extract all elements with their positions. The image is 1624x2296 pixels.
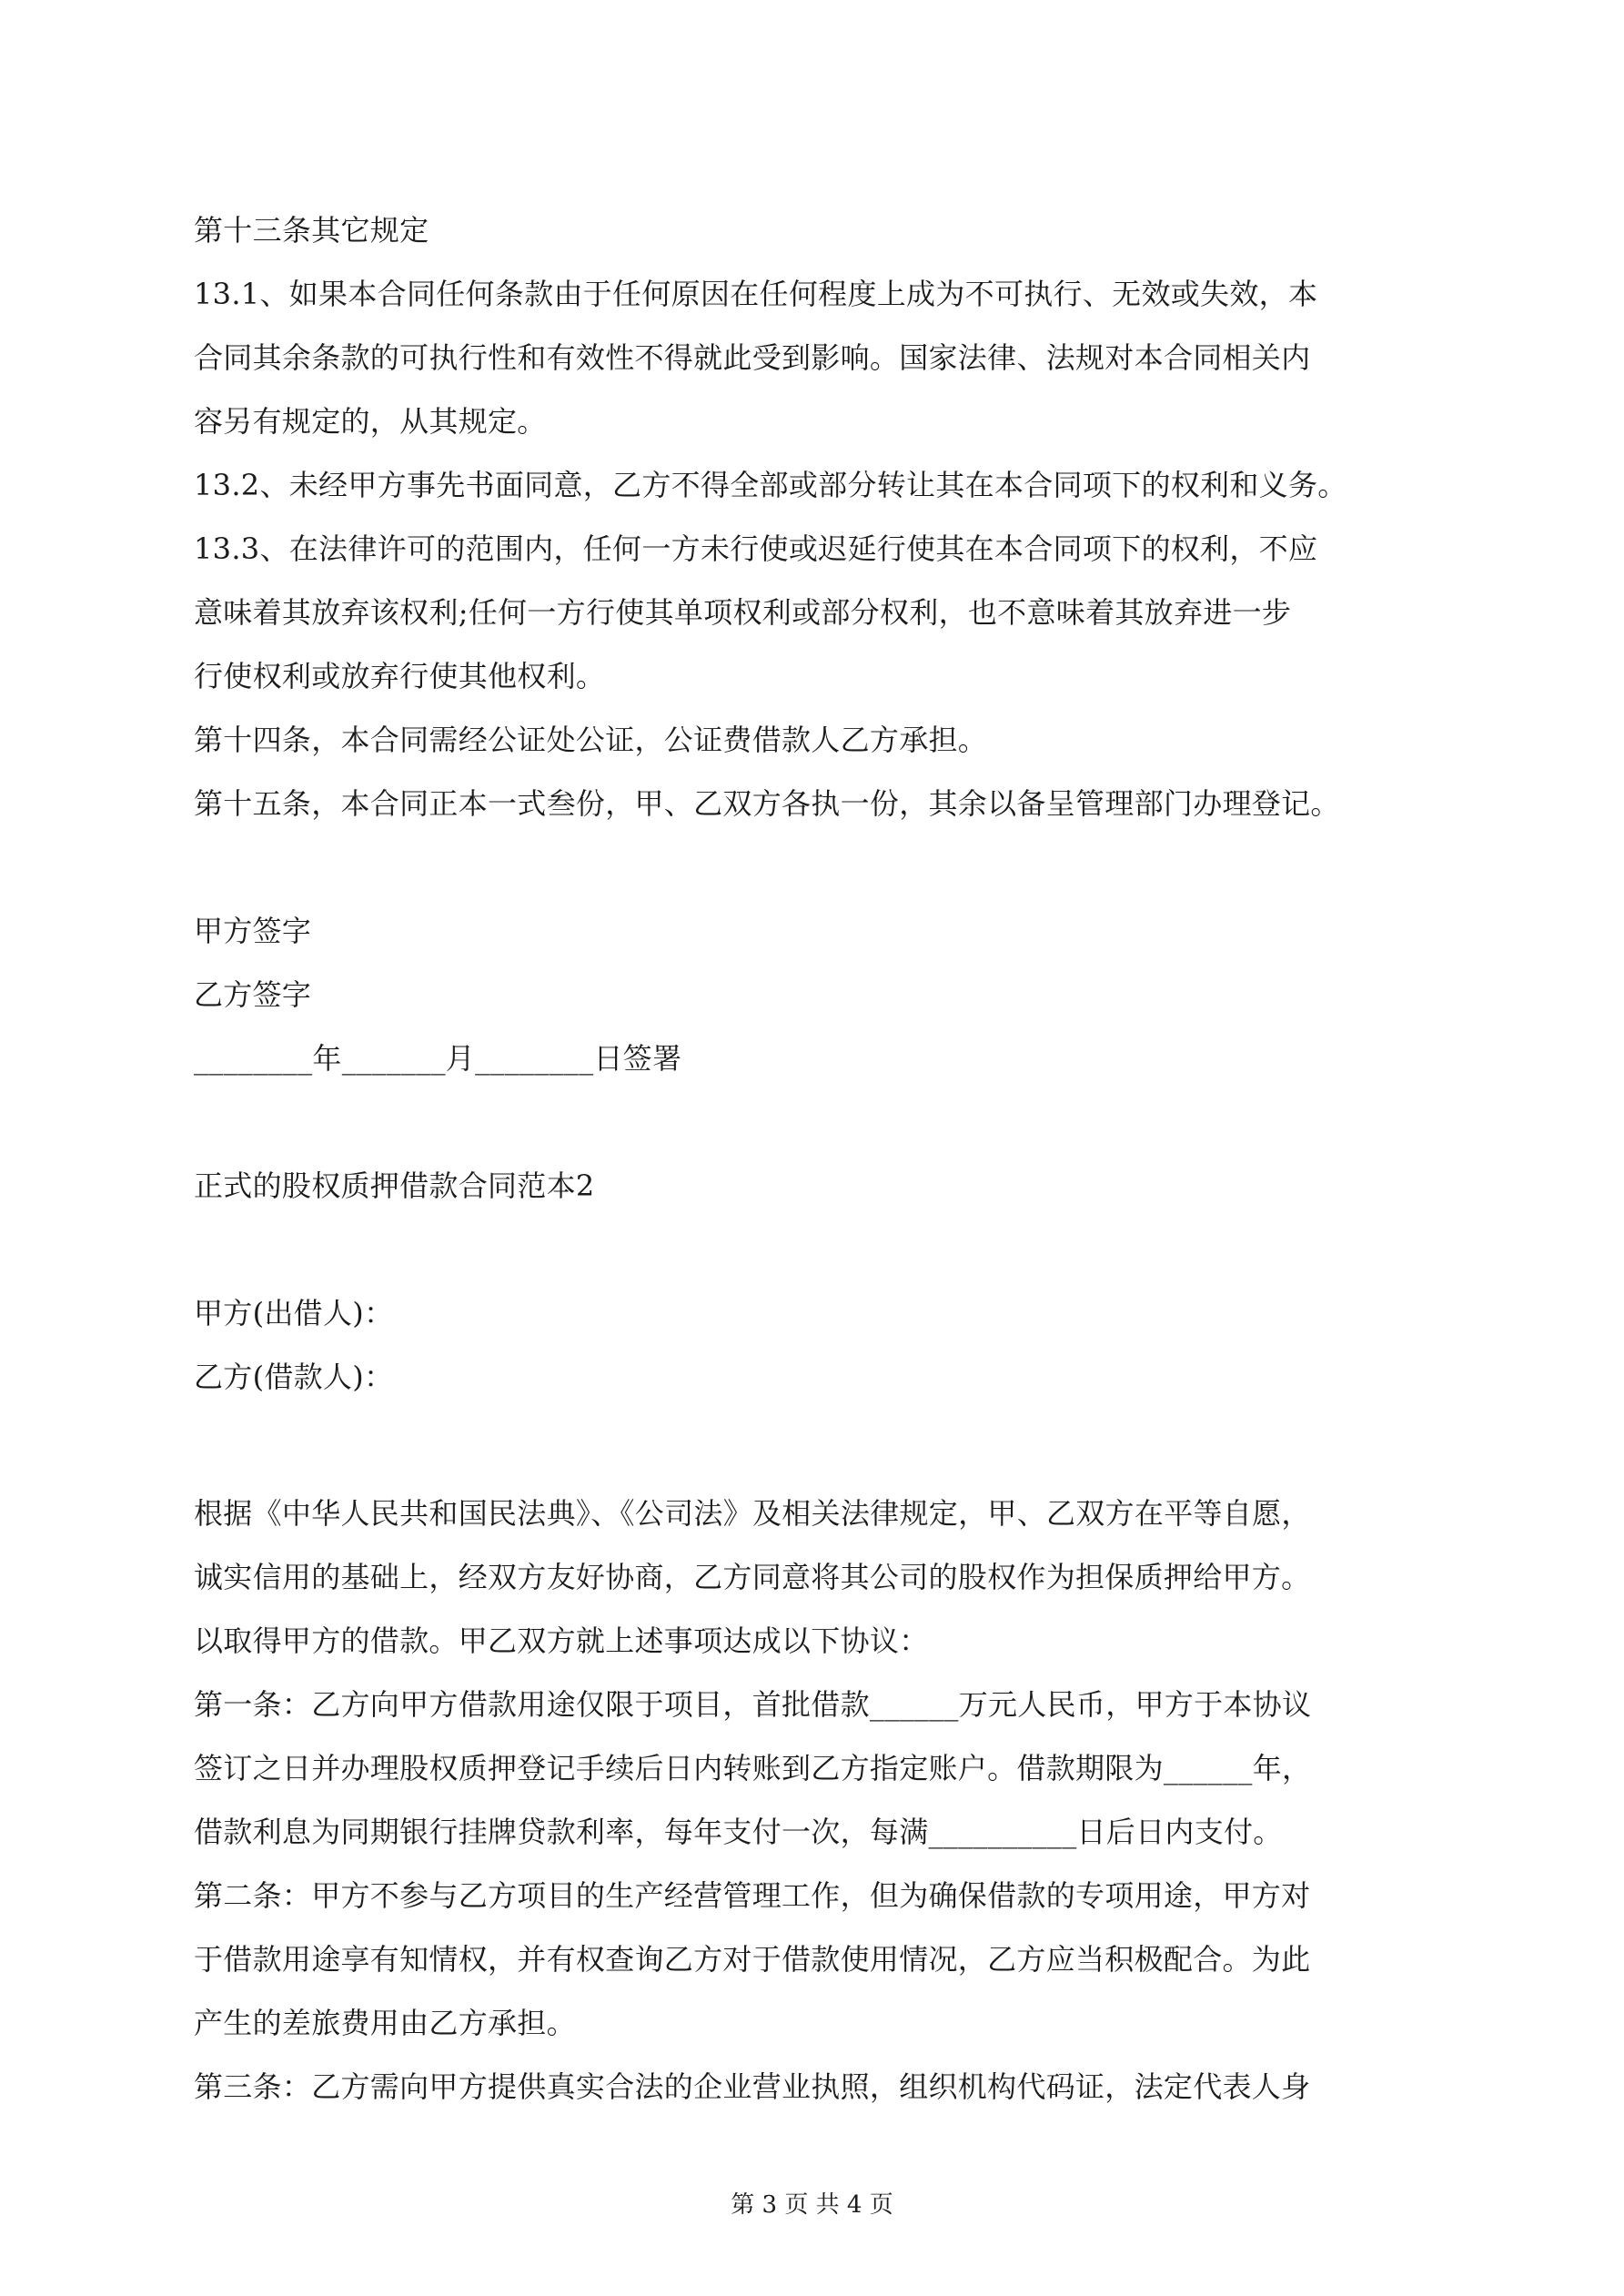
signing-date: ________年_______月________日签署 [194,1041,682,1076]
article-1-line-2: 签订之日并办理股权质押登记手续后日内转账到乙方指定账户。借款期限为______年， [194,1751,1312,1785]
clause-13-3-line-3: 行使权利或放弃行使其他权利。 [194,659,606,693]
clause-13-2: 13.2、未经甲方事先书面同意，乙方不得全部或部分转让其在本合同项下的权利和义务。 [194,468,1347,502]
document-body [194,198,1440,2119]
article-3-line-1: 第三条：乙方需向甲方提供真实合法的企业营业执照，组织机构代码证，法定代表人身 [194,2069,1311,2104]
clause-13-3-line-1: 13.3、在法律许可的范围内，任何一方未行使或迟延行使其在本合同项下的权利，不应 [194,531,1318,566]
preamble-line-3: 以取得甲方的借款。甲乙双方就上述事项达成以下协议： [194,1623,929,1658]
article-15: 第十五条，本合同正本一式叁份，甲、乙双方各执一份，其余以备呈管理部门办理登记。 [194,786,1340,821]
article-13-heading: 第十三条其它规定 [194,213,429,248]
article-14: 第十四条，本合同需经公证处公证，公证费借款人乙方承担。 [194,723,988,757]
contract-title: 正式的股权质押借款合同范本2 [194,1168,595,1203]
clause-13-1-line-1: 13.1、如果本合同任何条款由于任何原因在任何程度上成为不可执行、无效或失效，本 [194,277,1318,311]
clause-13-1-line-3: 容另有规定的，从其规定。 [194,404,547,439]
clause-13-1-line-2: 合同其余条款的可执行性和有效性不得就此受到影响。国家法律、法规对本合同相关内 [194,340,1311,375]
party-b-signature: 乙方签字 [194,977,312,1012]
preamble-line-1: 根据《中华人民共和国民法典》、《公司法》及相关法律规定，甲、乙双方在平等自愿， [194,1496,1311,1531]
article-1-line-1: 第一条：乙方向甲方借款用途仅限于项目，首批借款______万元人民币，甲方于本协议 [194,1687,1312,1722]
article-2-line-3: 产生的差旅费用由乙方承担。 [194,2006,576,2040]
party-b-borrower: 乙方(借款人)： [194,1360,394,1394]
blank-line [194,1218,1440,1281]
article-1-line-3: 借款利息为同期银行挂牌贷款利率，每年支付一次，每满__________日后日内支付。 [194,1815,1283,1849]
page-number-footer: 第 3 页 共 4 页 [731,2191,893,2219]
party-a-signature: 甲方签字 [194,914,312,948]
article-2-line-2: 于借款用途享有知情权，并有权查询乙方对于借款使用情况，乙方应当积极配合。为此 [194,1942,1311,1977]
blank-line [194,835,1440,899]
preamble-line-2: 诚实信用的基础上，经双方友好协商，乙方同意将其公司的股权作为担保质押给甲方。 [194,1560,1311,1594]
party-a-lender: 甲方(出借人)： [194,1296,394,1330]
clause-13-3-line-2: 意味着其放弃该权利;任何一方行使其单项权利或部分权利，也不意味着其放弃进一步 [194,595,1292,630]
blank-line [194,1090,1440,1154]
article-2-line-1: 第二条：甲方不参与乙方项目的生产经营管理工作，但为确保借款的专项用途，甲方对 [194,1878,1311,1913]
blank-line [194,1409,1440,1482]
